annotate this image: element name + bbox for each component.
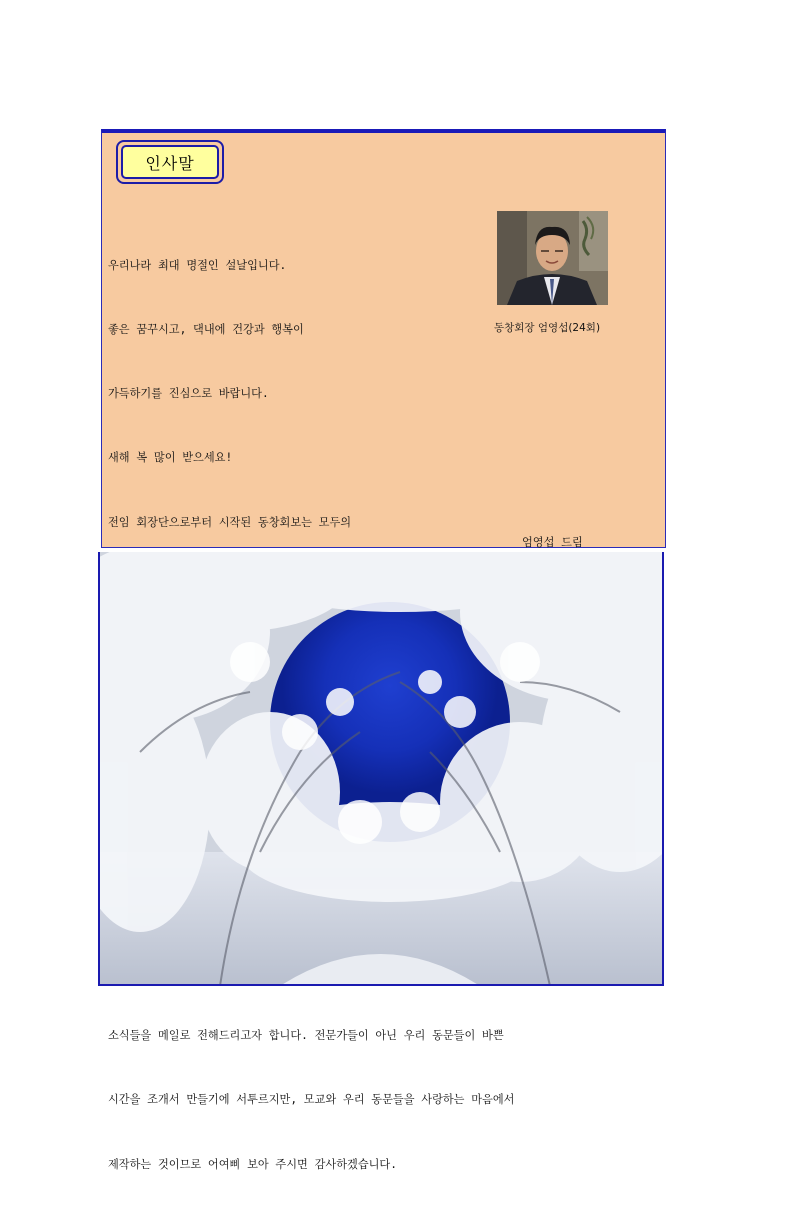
signature: 엄영섭 드림 <box>522 536 583 549</box>
greeting-line: 소식들을 메일로 전해드리고자 합니다. 전문가들이 아닌 우리 동문들이 바쁜 <box>108 1029 504 1043</box>
president-portrait <box>497 211 608 305</box>
greeting-box <box>101 129 666 1171</box>
greeting-line: 가득하기를 진심으로 바랍니다. <box>108 387 269 401</box>
greeting-line: 좋은 꿈꾸시고, 댁내에 건강과 행복이 <box>108 323 304 337</box>
title-badge <box>116 140 224 184</box>
greeting-line: 시간을 조개서 만들기에 서투르지만, 모교와 우리 동문들을 사랑하는 마음에서 <box>108 1093 515 1107</box>
greeting-line: 제작하는 것이므로 어여삐 보아 주시면 감사하겠습니다. <box>108 1157 397 1171</box>
snowy-forest-photo <box>98 552 664 986</box>
greeting-line: 새해 복 많이 받으세요! <box>108 451 233 465</box>
greeting-line: 우리나라 최대 명절인 설날입니다. <box>108 258 287 272</box>
photo-caption: 동창회장 엄영섭(24회) <box>494 322 601 334</box>
greeting-title: 인사말 <box>121 145 219 179</box>
greeting-line: 전임 회장단으로부터 시작된 동창회보는 모두의 <box>108 515 352 529</box>
